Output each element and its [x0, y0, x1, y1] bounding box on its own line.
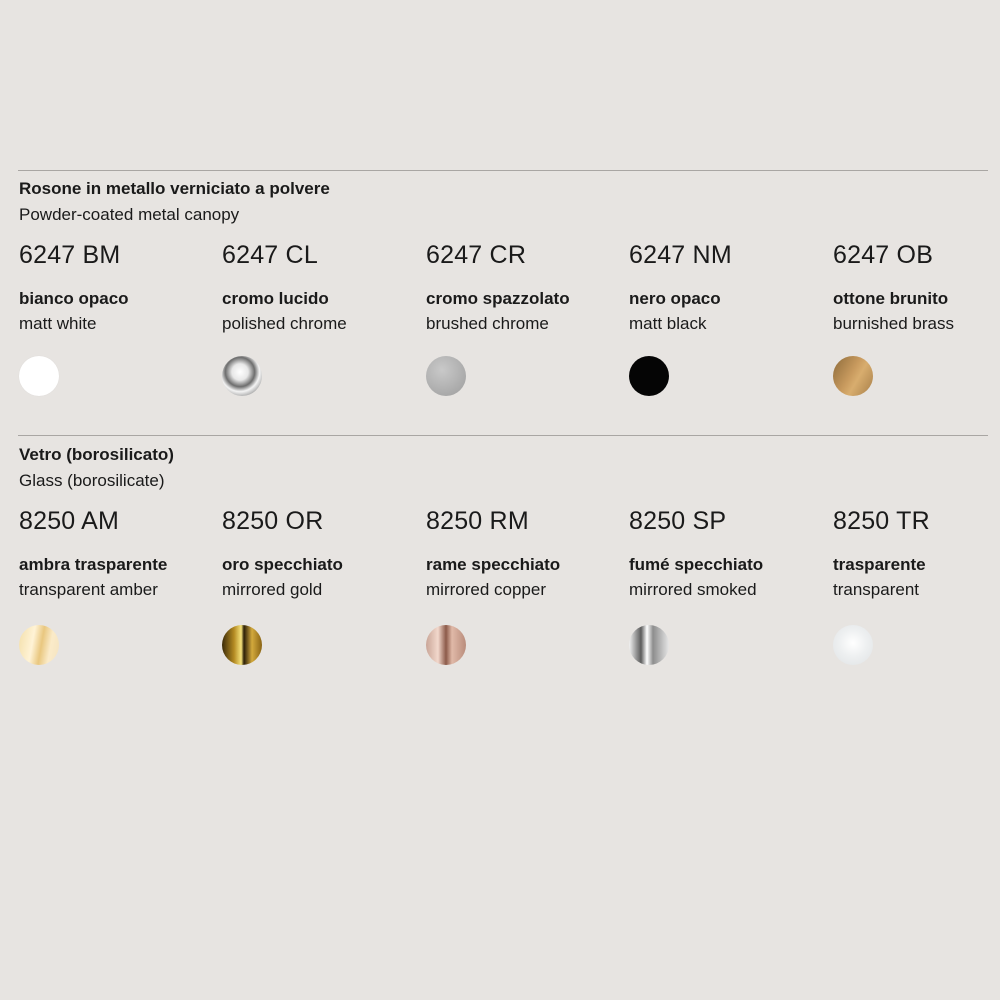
- finish-name-italian: cromo lucido: [222, 289, 329, 308]
- finish-name-english: matt black: [629, 314, 707, 333]
- finish-swatch-polished-chrome: [222, 356, 262, 396]
- section-title-italian: Vetro (borosilicato): [19, 445, 174, 464]
- section-header-glass: [19, 442, 174, 494]
- finish-swatch-mirrored-gold: [222, 625, 262, 665]
- finish-name-italian: trasparente: [833, 555, 926, 574]
- finish-name-english: transparent amber: [19, 580, 158, 599]
- finish-name-english: matt white: [19, 314, 97, 333]
- section-title-italian: Rosone in metallo verniciato a polvere: [19, 179, 330, 198]
- finish-swatch-matt-black: [629, 356, 669, 396]
- finish-code: 8250 TR: [833, 507, 930, 535]
- finish-code: 8250 RM: [426, 507, 529, 535]
- finish-name-italian: ottone brunito: [833, 289, 949, 308]
- section-divider-glass: [18, 435, 988, 436]
- section-divider-canopy: [18, 170, 988, 171]
- finish-swatch-burnished-brass: [833, 356, 873, 396]
- finish-swatch-matt-white: [19, 356, 59, 396]
- finish-name-english: brushed chrome: [426, 314, 549, 333]
- finish-name-italian: cromo spazzolato: [426, 289, 570, 308]
- finish-name-italian: fumé specchiato: [629, 555, 764, 574]
- finish-name-english: mirrored smoked: [629, 580, 757, 599]
- finish-name-english: mirrored gold: [222, 580, 323, 599]
- finish-name-english: mirrored copper: [426, 580, 546, 599]
- finish-swatch-mirrored-smoked: [629, 625, 669, 665]
- section-header-canopy: [19, 176, 330, 228]
- finish-name-italian: ambra trasparente: [19, 555, 168, 574]
- finish-code: 6247 CL: [222, 241, 318, 269]
- finish-name-italian: rame specchiato: [426, 555, 561, 574]
- section-title-english: Glass (borosilicate): [19, 471, 165, 490]
- finish-code: 6247 NM: [629, 241, 732, 269]
- finish-swatch-transparent: [833, 625, 873, 665]
- finish-name-english: transparent: [833, 580, 919, 599]
- finish-code: 6247 OB: [833, 241, 934, 269]
- finish-name-italian: nero opaco: [629, 289, 721, 308]
- finish-name-italian: bianco opaco: [19, 289, 129, 308]
- finish-swatch-mirrored-copper: [426, 625, 466, 665]
- finish-code: 8250 OR: [222, 507, 324, 535]
- finish-name-italian: oro specchiato: [222, 555, 343, 574]
- finish-code: 8250 SP: [629, 507, 727, 535]
- finish-name-english: polished chrome: [222, 314, 347, 333]
- finish-swatch-brushed-chrome: [426, 356, 466, 396]
- finish-code: 6247 BM: [19, 241, 121, 269]
- finish-code: 8250 AM: [19, 507, 120, 535]
- section-title-english: Powder-coated metal canopy: [19, 205, 240, 224]
- finish-swatch-transparent-amber: [19, 625, 59, 665]
- finish-name-english: burnished brass: [833, 314, 954, 333]
- finish-code: 6247 CR: [426, 241, 527, 269]
